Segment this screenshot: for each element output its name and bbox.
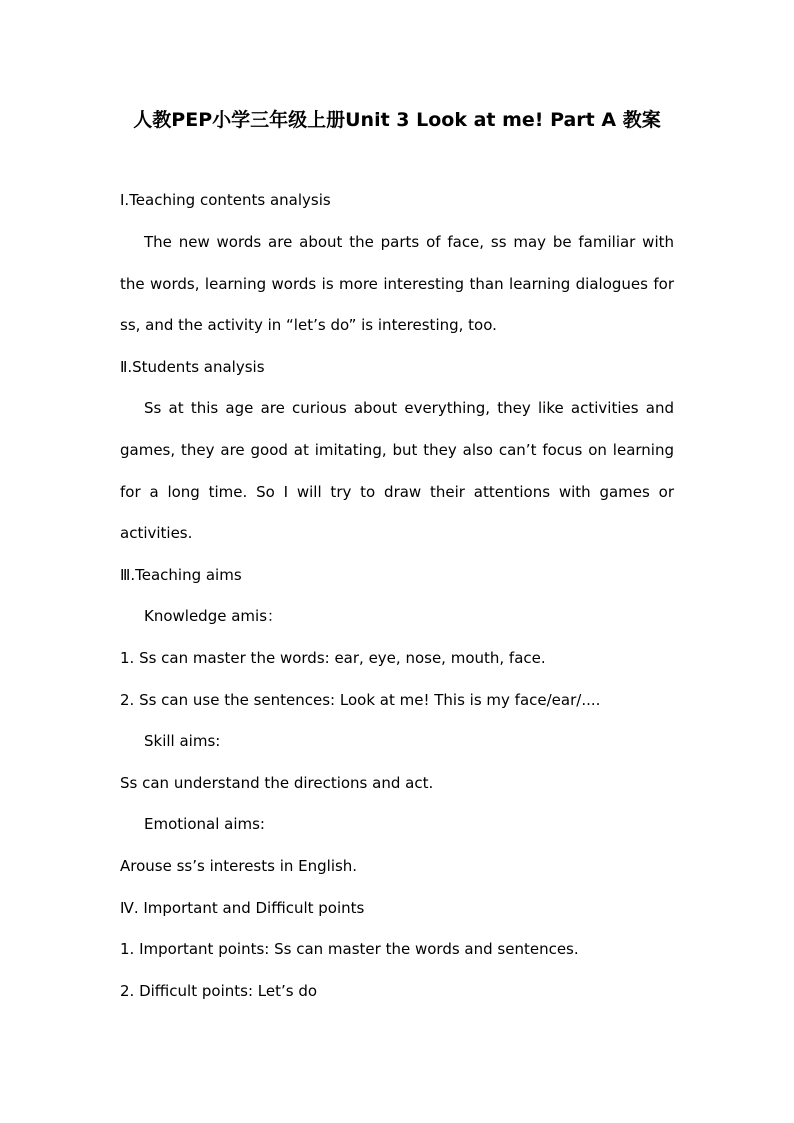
section-heading-students-analysis: Ⅱ.Students analysis	[120, 358, 265, 376]
section-heading-important-difficult: Ⅳ. Important and Difficult points	[120, 899, 365, 917]
section-heading-teaching-aims: Ⅲ.Teaching aims	[120, 566, 242, 584]
paragraph-line: ss, and the activity in “let’s do” is interesting, too.	[120, 316, 497, 334]
paragraph-line: games, they are good at imitating, but they also can’t focus on learning	[120, 441, 674, 459]
section-heading-teaching-contents: Ⅰ.Teaching contents analysis	[120, 191, 331, 209]
list-item: 2. Difficult points: Let’s do	[120, 982, 318, 1000]
skill-aims-label: Skill aims:	[144, 732, 221, 750]
emotional-aims-label: Emotional aims:	[144, 815, 265, 833]
knowledge-aims-label: Knowledge amis：	[144, 607, 283, 625]
paragraph-line: for a long time. So I will try to draw their attentions with games or	[120, 483, 674, 501]
paragraph-line: Ss at this age are curious about everything, they like activities and	[144, 399, 674, 417]
list-item: 1. Important points: Ss can master the words and sentences.	[120, 940, 579, 958]
paragraph-line: The new words are about the parts of face, ss may be familiar with	[144, 233, 674, 251]
paragraph-line: the words, learning words is more interesting than learning dialogues for	[120, 275, 674, 293]
skill-aims-text: Ss can understand the directions and act.	[120, 774, 434, 792]
document-title: 人教PEP小学三年级上册Unit 3 Look at me! Part A 教案	[133, 109, 661, 131]
list-item: 2. Ss can use the sentences: Look at me! This is my face/ear/....	[120, 691, 601, 709]
emotional-aims-text: Arouse ss’s interests in English.	[120, 857, 358, 875]
list-item: 1. Ss can master the words: ear, eye, nose, mouth, face.	[120, 649, 546, 667]
paragraph-line: activities.	[120, 524, 193, 542]
